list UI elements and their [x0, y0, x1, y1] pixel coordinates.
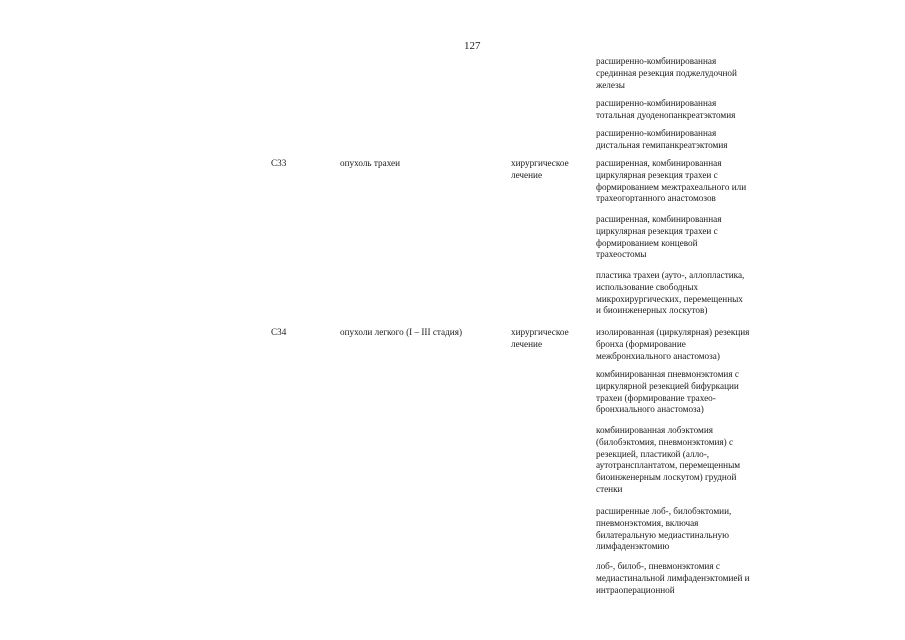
- procedure-text: расширенно-комбинированная дистальная гемипанкреатэктомия: [596, 128, 728, 150]
- treatment-type: хирургическое лечение: [511, 158, 569, 180]
- procedure-text: изолированная (циркулярная) резекция бронха (формирование межбронхиального анастомоза): [596, 327, 750, 361]
- procedure-text: расширенная, комбинированная циркулярная резекция трахеи с формированием концевой трахеостомы: [596, 214, 722, 260]
- diagnosis-name: опухоль трахеи: [340, 158, 401, 168]
- procedure-text: расширенно-комбинированная тотальная дуоденопанкреатэктомия: [596, 98, 736, 120]
- procedure-text: расширенная, комбинированная циркулярная резекция трахеи с формированием межтрахеального или трахеогортанного анастомозов: [596, 158, 747, 204]
- procedure-text: пластика трахеи (ауто-, аллопластика, использование свободных микрохирургических, перемещенных и биоинженерных лоскутов): [596, 270, 745, 316]
- procedure-text: лоб-, билоб-, пневмонэктомия с медиастинальной лимфаденэктомией и интраоперационной: [596, 561, 750, 595]
- procedure-text: комбинированная лобэктомия (билобэктомия, пневмонэктомия) с резекцией, пластикой (алло-, аутотрансплантатом, перемещенным биоинженерным лоскутом) грудной стенки: [596, 425, 741, 494]
- diagnosis-code: C33: [271, 158, 287, 168]
- page-number: 127: [464, 40, 481, 52]
- procedure-text: комбинированная пневмонэктомия с циркулярной резекцией бифуркации трахеи (формирование трахео- бронхиального анастомоза): [596, 369, 739, 415]
- diagnosis-code: C34: [271, 327, 287, 337]
- treatment-type: хирургическое лечение: [511, 327, 569, 349]
- diagnosis-name: опухоли легкого (I – III стадия): [340, 327, 463, 337]
- procedure-text: расширенные лоб-, билобэктомии, пневмонэктомия, включая билатеральную медиастинальную лимфаденэктомию: [596, 506, 732, 552]
- procedure-text: расширенно-комбинированная срединная резекция поджелудочной железы: [596, 56, 737, 90]
